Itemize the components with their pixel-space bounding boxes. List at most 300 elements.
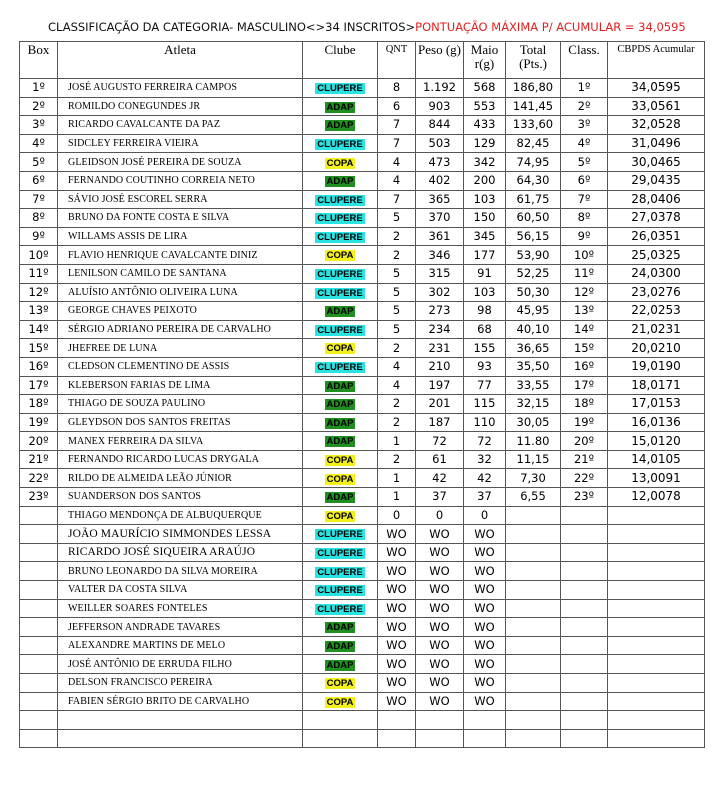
- cell-maior: [464, 729, 506, 748]
- cell-maior: 93: [464, 357, 506, 376]
- cell-qnt: 2: [378, 450, 416, 469]
- cell-cbpds: [608, 655, 705, 674]
- cell-qnt: 2: [378, 227, 416, 246]
- cell-qnt: 7: [378, 116, 416, 135]
- cell-qnt: 7: [378, 134, 416, 153]
- cell-qnt: WO: [378, 692, 416, 711]
- cell-total: [506, 711, 561, 730]
- cell-box: [20, 729, 58, 748]
- club-badge: ADAP: [326, 101, 354, 113]
- cell-clube: [303, 469, 378, 488]
- cell-class: [561, 729, 608, 748]
- cell-box: [20, 525, 58, 544]
- col-header-peso: Peso (g): [416, 42, 464, 79]
- cell-class: 4º: [561, 134, 608, 153]
- cell-class: 8º: [561, 209, 608, 228]
- cell-box: 11º: [20, 264, 58, 283]
- cell-qnt: WO: [378, 618, 416, 637]
- cell-cbpds: 25,0325: [608, 246, 705, 265]
- cell-qnt: WO: [378, 599, 416, 618]
- cell-clube: [303, 562, 378, 581]
- cell-cbpds: 20,0210: [608, 339, 705, 358]
- cell-class: [561, 674, 608, 693]
- cell-class: 7º: [561, 190, 608, 209]
- club-badge: ADAP: [326, 659, 354, 671]
- cell-total: 32,15: [506, 395, 561, 414]
- cell-cbpds: 28,0406: [608, 190, 705, 209]
- table-row: [20, 264, 705, 283]
- cell-clube: [303, 116, 378, 135]
- cell-atleta: ROMILDO CONEGUNDES JR: [58, 97, 303, 116]
- cell-class: 9º: [561, 227, 608, 246]
- col-header-clube: Clube: [303, 42, 378, 79]
- club-badge: COPA: [326, 157, 354, 169]
- cell-clube: [303, 97, 378, 116]
- cell-box: 15º: [20, 339, 58, 358]
- cell-atleta: THIAGO DE SOUZA PAULINO: [58, 395, 303, 414]
- cell-peso: 473: [416, 153, 464, 172]
- cell-total: [506, 562, 561, 581]
- cell-clube: [303, 171, 378, 190]
- cell-atleta: FERNANDO COUTINHO CORREIA NETO: [58, 171, 303, 190]
- cell-qnt: 5: [378, 320, 416, 339]
- table-row: [20, 506, 705, 525]
- cell-clube: [303, 376, 378, 395]
- col-header-box: Box: [20, 42, 58, 79]
- cell-peso: 61: [416, 450, 464, 469]
- cell-peso: 0: [416, 506, 464, 525]
- club-badge: CLUPERE: [317, 287, 363, 299]
- cell-qnt: 5: [378, 283, 416, 302]
- cell-box: [20, 543, 58, 562]
- title-max-score: PONTUAÇÃO MÁXIMA P/ ACUMULAR = 34,0595: [415, 20, 686, 34]
- cell-cbpds: 24,0300: [608, 264, 705, 283]
- cell-atleta: THIAGO MENDONÇA DE ALBUQUERQUE: [58, 506, 303, 525]
- cell-qnt: WO: [378, 674, 416, 693]
- cell-peso: 37: [416, 488, 464, 507]
- cell-clube: [303, 246, 378, 265]
- cell-clube: [303, 506, 378, 525]
- cell-qnt: 4: [378, 357, 416, 376]
- cell-cbpds: 27,0378: [608, 209, 705, 228]
- cell-total: [506, 543, 561, 562]
- cell-maior: 68: [464, 320, 506, 339]
- table-row: [20, 283, 705, 302]
- club-badge: COPA: [326, 250, 354, 262]
- cell-atleta: WILLAMS ASSIS DE LIRA: [58, 227, 303, 246]
- cell-clube: [303, 636, 378, 655]
- cell-maior: 32: [464, 450, 506, 469]
- cell-total: 74,95: [506, 153, 561, 172]
- cell-class: 10º: [561, 246, 608, 265]
- cell-total: [506, 655, 561, 674]
- cell-maior: [464, 711, 506, 730]
- cell-class: 17º: [561, 376, 608, 395]
- col-header-qnt: QNT: [378, 42, 416, 79]
- table-row: [20, 469, 705, 488]
- cell-atleta: RICARDO CAVALCANTE DA PAZ: [58, 116, 303, 135]
- table-row: [20, 562, 705, 581]
- cell-atleta: SÁVIO JOSÉ ESCOREL SERRA: [58, 190, 303, 209]
- club-badge: COPA: [326, 473, 354, 485]
- cell-atleta: RICARDO JOSÉ SIQUEIRA ARAÚJO: [58, 543, 303, 562]
- cell-qnt: 5: [378, 209, 416, 228]
- cell-atleta: JOSÉ AUGUSTO FERREIRA CAMPOS: [58, 79, 303, 98]
- table-row: [20, 339, 705, 358]
- club-badge: ADAP: [326, 306, 354, 318]
- cell-clube: [303, 692, 378, 711]
- cell-clube: [303, 283, 378, 302]
- cell-maior: 200: [464, 171, 506, 190]
- cell-peso: [416, 711, 464, 730]
- table-body: [20, 79, 705, 748]
- table-row: [20, 357, 705, 376]
- cell-box: 22º: [20, 469, 58, 488]
- table-row: [20, 488, 705, 507]
- cell-cbpds: 30,0465: [608, 153, 705, 172]
- cell-atleta: RILDO DE ALMEIDA LEÃO JÚNIOR: [58, 469, 303, 488]
- cell-total: 11.80: [506, 432, 561, 451]
- cell-clube: [303, 581, 378, 600]
- cell-clube: [303, 543, 378, 562]
- table-row: [20, 692, 705, 711]
- cell-total: 82,45: [506, 134, 561, 153]
- cell-maior: WO: [464, 525, 506, 544]
- cell-peso: WO: [416, 636, 464, 655]
- cell-peso: WO: [416, 655, 464, 674]
- cell-cbpds: [608, 506, 705, 525]
- cell-maior: 110: [464, 413, 506, 432]
- cell-maior: 0: [464, 506, 506, 525]
- cell-maior: WO: [464, 636, 506, 655]
- cell-atleta: ALUÍSIO ANTÔNIO OLIVEIRA LUNA: [58, 283, 303, 302]
- cell-class: 12º: [561, 283, 608, 302]
- cell-total: [506, 581, 561, 600]
- cell-class: 19º: [561, 413, 608, 432]
- cell-cbpds: [608, 692, 705, 711]
- club-badge: CLUPERE: [317, 585, 363, 597]
- cell-atleta: WEILLER SOARES FONTELES: [58, 599, 303, 618]
- cell-qnt: 1: [378, 488, 416, 507]
- table-row: [20, 413, 705, 432]
- cell-class: [561, 692, 608, 711]
- cell-qnt: 1: [378, 469, 416, 488]
- cell-qnt: 5: [378, 302, 416, 321]
- cell-peso: WO: [416, 525, 464, 544]
- cell-total: 141,45: [506, 97, 561, 116]
- cell-box: 21º: [20, 450, 58, 469]
- cell-class: [561, 711, 608, 730]
- club-badge: CLUPERE: [317, 362, 363, 374]
- cell-cbpds: [608, 674, 705, 693]
- cell-peso: WO: [416, 618, 464, 637]
- cell-maior: 42: [464, 469, 506, 488]
- table-row: [20, 134, 705, 153]
- cell-total: 30,05: [506, 413, 561, 432]
- cell-total: 56,15: [506, 227, 561, 246]
- cell-atleta: ALEXANDRE MARTINS DE MELO: [58, 636, 303, 655]
- cell-qnt: WO: [378, 636, 416, 655]
- cell-box: 16º: [20, 357, 58, 376]
- cell-box: 2º: [20, 97, 58, 116]
- cell-atleta: SUANDERSON DOS SANTOS: [58, 488, 303, 507]
- cell-qnt: 2: [378, 413, 416, 432]
- club-badge: CLUPERE: [317, 603, 363, 615]
- cell-clube: [303, 357, 378, 376]
- cell-total: [506, 729, 561, 748]
- cell-atleta: GLEIDSON JOSÉ PEREIRA DE SOUZA: [58, 153, 303, 172]
- cell-peso: WO: [416, 581, 464, 600]
- cell-atleta: BRUNO LEONARDO DA SILVA MOREIRA: [58, 562, 303, 581]
- table-row: [20, 97, 705, 116]
- club-badge: CLUPERE: [317, 194, 363, 206]
- club-badge: ADAP: [326, 622, 354, 634]
- cell-box: 13º: [20, 302, 58, 321]
- cell-total: 6,55: [506, 488, 561, 507]
- cell-class: 15º: [561, 339, 608, 358]
- table-row: [20, 674, 705, 693]
- club-badge: ADAP: [326, 492, 354, 504]
- cell-maior: 129: [464, 134, 506, 153]
- cell-clube: [303, 599, 378, 618]
- cell-atleta: [58, 729, 303, 748]
- cell-qnt: [378, 729, 416, 748]
- cell-total: [506, 618, 561, 637]
- cell-qnt: 4: [378, 153, 416, 172]
- cell-cbpds: 29,0435: [608, 171, 705, 190]
- club-badge: ADAP: [326, 436, 354, 448]
- cell-cbpds: [608, 525, 705, 544]
- cell-atleta: JHEFREE DE LUNA: [58, 339, 303, 358]
- cell-cbpds: 15,0120: [608, 432, 705, 451]
- cell-maior: WO: [464, 581, 506, 600]
- cell-qnt: 0: [378, 506, 416, 525]
- cell-box: 1º: [20, 79, 58, 98]
- cell-maior: 115: [464, 395, 506, 414]
- cell-class: 20º: [561, 432, 608, 451]
- cell-clube: [303, 264, 378, 283]
- cell-class: 5º: [561, 153, 608, 172]
- club-badge: CLUPERE: [317, 231, 363, 243]
- title-main: CLASSIFICAÇÃO DA CATEGORIA- MASCULINO<>34 INSCRITOS>: [48, 20, 416, 34]
- cell-qnt: [378, 711, 416, 730]
- cell-clube: [303, 339, 378, 358]
- table-row: [20, 376, 705, 395]
- cell-box: 12º: [20, 283, 58, 302]
- cell-peso: 273: [416, 302, 464, 321]
- cell-clube: [303, 395, 378, 414]
- club-badge: CLUPERE: [317, 83, 363, 95]
- cell-box: 19º: [20, 413, 58, 432]
- cell-peso: 210: [416, 357, 464, 376]
- cell-qnt: 6: [378, 97, 416, 116]
- cell-class: [561, 525, 608, 544]
- table-header-row: [20, 42, 705, 79]
- cell-total: [506, 599, 561, 618]
- cell-cbpds: 32,0528: [608, 116, 705, 135]
- table-row: [20, 171, 705, 190]
- cell-atleta: SIDCLEY FERREIRA VIEIRA: [58, 134, 303, 153]
- table-row: [20, 711, 705, 730]
- cell-maior: 98: [464, 302, 506, 321]
- cell-total: 53,90: [506, 246, 561, 265]
- club-badge: COPA: [326, 343, 354, 355]
- cell-total: 33,55: [506, 376, 561, 395]
- cell-total: 11,15: [506, 450, 561, 469]
- cell-maior: 91: [464, 264, 506, 283]
- club-badge: CLUPERE: [317, 213, 363, 225]
- cell-maior: 342: [464, 153, 506, 172]
- cell-peso: 201: [416, 395, 464, 414]
- cell-cbpds: [608, 562, 705, 581]
- cell-clube: [303, 618, 378, 637]
- cell-box: 9º: [20, 227, 58, 246]
- cell-class: 1º: [561, 79, 608, 98]
- cell-cbpds: 12,0078: [608, 488, 705, 507]
- cell-atleta: CLEDSON CLEMENTINO DE ASSIS: [58, 357, 303, 376]
- cell-qnt: 4: [378, 171, 416, 190]
- cell-total: 40,10: [506, 320, 561, 339]
- cell-qnt: WO: [378, 581, 416, 600]
- table-row: [20, 190, 705, 209]
- cell-maior: WO: [464, 618, 506, 637]
- cell-total: [506, 674, 561, 693]
- cell-cbpds: 34,0595: [608, 79, 705, 98]
- cell-atleta: DELSON FRANCISCO PEREIRA: [58, 674, 303, 693]
- cell-class: [561, 543, 608, 562]
- club-badge: COPA: [326, 678, 354, 690]
- cell-box: 10º: [20, 246, 58, 265]
- cell-peso: 402: [416, 171, 464, 190]
- cell-peso: 72: [416, 432, 464, 451]
- cell-cbpds: [608, 711, 705, 730]
- cell-maior: WO: [464, 674, 506, 693]
- cell-clube: [303, 227, 378, 246]
- cell-maior: 345: [464, 227, 506, 246]
- cell-clube: [303, 302, 378, 321]
- classification-table: [19, 41, 705, 748]
- cell-clube: [303, 190, 378, 209]
- cell-qnt: 4: [378, 376, 416, 395]
- cell-class: 23º: [561, 488, 608, 507]
- cell-maior: WO: [464, 562, 506, 581]
- cell-atleta: FERNANDO RICARDO LUCAS DRYGALA: [58, 450, 303, 469]
- col-header-atleta: Atleta: [58, 42, 303, 79]
- cell-peso: 503: [416, 134, 464, 153]
- cell-atleta: FLAVIO HENRIQUE CAVALCANTE DINIZ: [58, 246, 303, 265]
- cell-box: [20, 655, 58, 674]
- table-row: [20, 302, 705, 321]
- table-row: [20, 395, 705, 414]
- page-title: [48, 20, 720, 34]
- col-header-maior: Maio r(g): [464, 42, 506, 79]
- table-row: [20, 655, 705, 674]
- cell-clube: [303, 432, 378, 451]
- cell-box: 6º: [20, 171, 58, 190]
- cell-maior: 433: [464, 116, 506, 135]
- club-badge: CLUPERE: [317, 547, 363, 559]
- cell-clube: [303, 729, 378, 748]
- table-row: [20, 618, 705, 637]
- cell-qnt: 2: [378, 395, 416, 414]
- cell-box: 14º: [20, 320, 58, 339]
- cell-cbpds: 21,0231: [608, 320, 705, 339]
- cell-atleta: JOÃO MAURÍCIO SIMMONDES LESSA: [58, 525, 303, 544]
- cell-maior: 177: [464, 246, 506, 265]
- cell-peso: 361: [416, 227, 464, 246]
- cell-box: 17º: [20, 376, 58, 395]
- cell-peso: 315: [416, 264, 464, 283]
- cell-class: 13º: [561, 302, 608, 321]
- cell-atleta: JEFFERSON ANDRADE TAVARES: [58, 618, 303, 637]
- cell-total: [506, 636, 561, 655]
- cell-qnt: WO: [378, 562, 416, 581]
- cell-clube: [303, 320, 378, 339]
- cell-total: 50,30: [506, 283, 561, 302]
- cell-peso: [416, 729, 464, 748]
- cell-total: 61,75: [506, 190, 561, 209]
- cell-qnt: 7: [378, 190, 416, 209]
- cell-atleta: GEORGE CHAVES PEIXOTO: [58, 302, 303, 321]
- cell-cbpds: 17,0153: [608, 395, 705, 414]
- club-badge: ADAP: [326, 417, 354, 429]
- cell-maior: WO: [464, 599, 506, 618]
- cell-cbpds: 26,0351: [608, 227, 705, 246]
- cell-cbpds: 19,0190: [608, 357, 705, 376]
- cell-maior: WO: [464, 692, 506, 711]
- cell-box: 20º: [20, 432, 58, 451]
- cell-peso: 346: [416, 246, 464, 265]
- cell-total: 52,25: [506, 264, 561, 283]
- club-badge: COPA: [326, 455, 354, 466]
- cell-maior: 150: [464, 209, 506, 228]
- cell-box: [20, 711, 58, 730]
- cell-box: 23º: [20, 488, 58, 507]
- cell-class: [561, 599, 608, 618]
- table-row: [20, 450, 705, 469]
- table-row: [20, 525, 705, 544]
- cell-class: 22º: [561, 469, 608, 488]
- club-badge: ADAP: [326, 640, 354, 652]
- club-badge: ADAP: [326, 380, 354, 392]
- cell-total: 36,65: [506, 339, 561, 358]
- cell-cbpds: [608, 543, 705, 562]
- cell-qnt: 8: [378, 79, 416, 98]
- table-row: [20, 729, 705, 748]
- table-row: [20, 599, 705, 618]
- club-badge: ADAP: [326, 176, 354, 188]
- table-row: [20, 581, 705, 600]
- cell-box: [20, 674, 58, 693]
- cell-maior: 568: [464, 79, 506, 98]
- club-badge: CLUPERE: [317, 566, 363, 578]
- cell-atleta: JOSÉ ANTÔNIO DE ERRUDA FILHO: [58, 655, 303, 674]
- col-header-total: Total (Pts.): [506, 42, 561, 79]
- cell-clube: [303, 134, 378, 153]
- cell-cbpds: [608, 729, 705, 748]
- cell-cbpds: [608, 599, 705, 618]
- col-header-cbpds: CBPDS Acumular: [608, 42, 705, 79]
- table-row: [20, 246, 705, 265]
- cell-class: 6º: [561, 171, 608, 190]
- table-row: [20, 227, 705, 246]
- cell-box: [20, 636, 58, 655]
- cell-box: [20, 692, 58, 711]
- cell-box: 18º: [20, 395, 58, 414]
- cell-atleta: MANEX FERREIRA DA SILVA: [58, 432, 303, 451]
- cell-total: 35,50: [506, 357, 561, 376]
- cell-maior: WO: [464, 655, 506, 674]
